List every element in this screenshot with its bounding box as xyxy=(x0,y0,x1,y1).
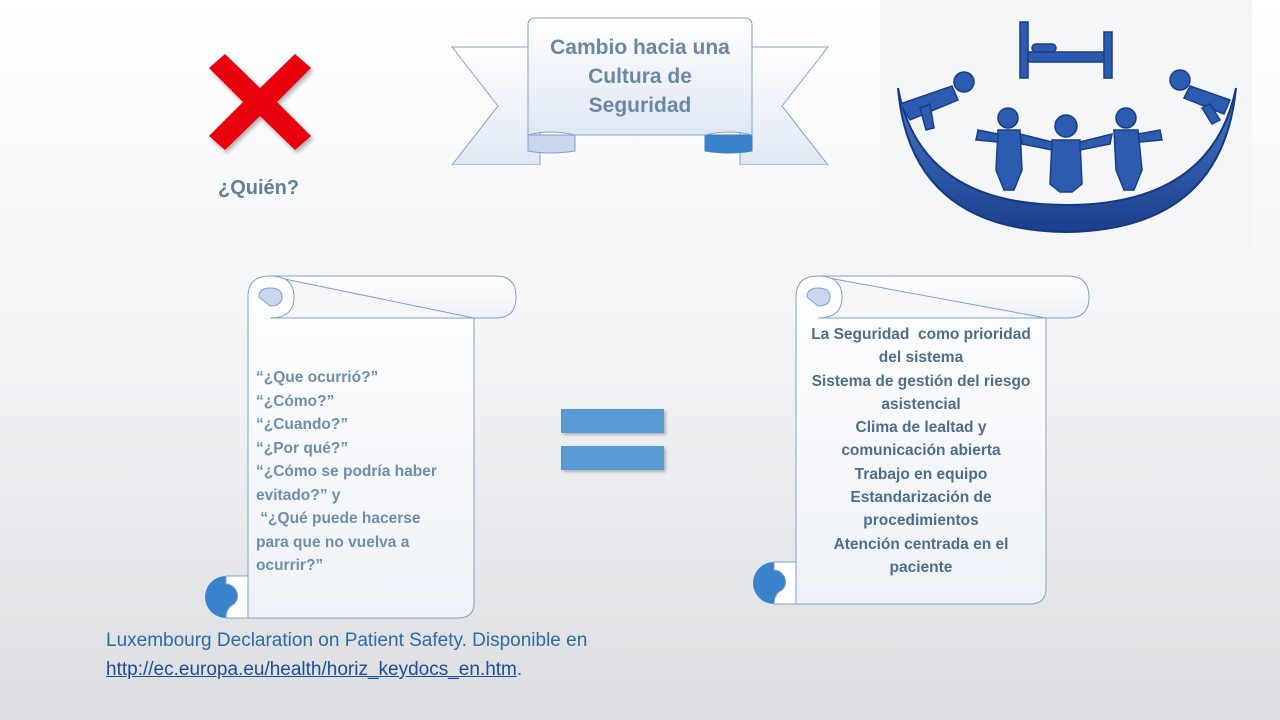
question-line: “¿Que ocurrió?” xyxy=(256,369,379,386)
question-line: “¿Cómo se podría haber xyxy=(256,463,437,480)
question-line: ocurrir?” xyxy=(256,557,324,574)
question-line: “¿Cómo?” xyxy=(256,392,335,410)
principle-line: La Seguridad como prioridad xyxy=(811,326,1031,343)
banner-line: Seguridad xyxy=(588,94,692,117)
principle-line: procedimientos xyxy=(863,512,979,530)
question-line: “¿Cuando?” xyxy=(256,416,349,433)
principle-line: Clima de lealtad y xyxy=(855,419,987,437)
citation-suffix: . xyxy=(516,659,523,680)
patient-safety-logo-icon xyxy=(880,0,1252,248)
question-line: evitado?” y xyxy=(256,486,341,504)
principle-line: Sistema de gestión del riesgo xyxy=(811,372,1031,390)
banner-line: Cultura de xyxy=(588,65,692,88)
question-label: ¿Quién? xyxy=(218,177,300,199)
principle-line: asistencial xyxy=(881,395,961,413)
principle-line: del sistema xyxy=(878,349,964,367)
equals-icon xyxy=(561,409,664,433)
red-x-icon xyxy=(205,50,315,155)
citation-link[interactable]: http://ec.europa.eu/health/horiz_keydocs_en.htm xyxy=(106,659,517,680)
question-line: para que no vuelva a xyxy=(256,533,410,551)
question-line: “¿Por qué?” xyxy=(256,439,349,457)
left-scroll-text xyxy=(256,366,466,578)
citation xyxy=(106,626,587,684)
banner-title xyxy=(530,33,750,120)
banner-line: Cambio hacia una xyxy=(550,36,730,59)
principle-line: Trabajo en equipo xyxy=(854,465,988,483)
principle-line: paciente xyxy=(889,558,953,576)
question-line: “¿Qué puede hacerse xyxy=(256,510,421,527)
citation-text: Luxembourg Declaration on Patient Safety. Disponible en xyxy=(106,630,588,651)
principle-line: Estandarización de xyxy=(850,489,992,507)
right-scroll-text xyxy=(797,323,1045,579)
equals-icon xyxy=(561,446,664,470)
principle-line: comunicación abierta xyxy=(841,442,1001,460)
principle-line: Atención centrada en el xyxy=(833,535,1009,553)
